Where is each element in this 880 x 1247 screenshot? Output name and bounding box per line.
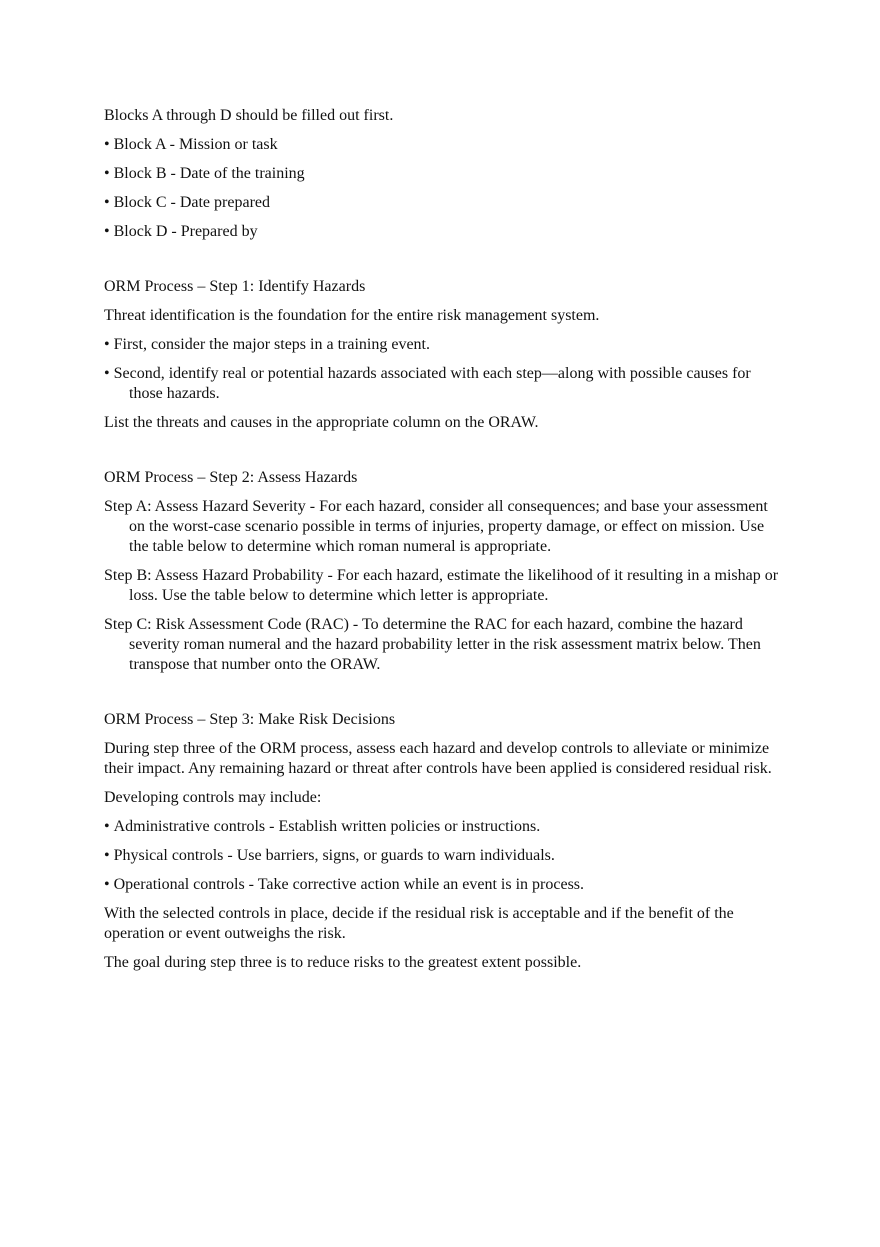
intro-bullet-b: • Block B - Date of the training xyxy=(104,165,305,182)
step2-item-c: Step C: Risk Assessment Code (RAC) - To determine the RAC for each hazard, combine the hazard severity roman numeral and the hazard probability letter in the risk assessment matrix below. Then transpose that number onto the ORAW. xyxy=(104,616,761,673)
intro-heading: Blocks A through D should be filled out first. xyxy=(104,107,394,124)
step2-item-b: Step B: Assess Hazard Probability - For each hazard, estimate the likelihood of it resulting in a mishap or loss. Use the table below to determine which letter is appropriate. xyxy=(104,567,779,604)
step3-bullet-administrative: • Administrative controls - Establish written policies or instructions. xyxy=(104,818,541,835)
step3-goal: The goal during step three is to reduce risks to the greatest extent possible. xyxy=(104,954,582,971)
section-gap xyxy=(104,251,780,277)
intro-bullet-d: • Block D - Prepared by xyxy=(104,223,258,240)
section-gap xyxy=(104,684,780,710)
step1-heading: ORM Process – Step 1: Identify Hazards xyxy=(104,278,366,295)
intro-bullet-c: • Block C - Date prepared xyxy=(104,194,270,211)
step2-heading: ORM Process – Step 2: Assess Hazards xyxy=(104,469,358,486)
step1-bullet-first: • First, consider the major steps in a training event. xyxy=(104,336,430,353)
section-gap xyxy=(104,442,780,468)
step3-bullet-operational: • Operational controls - Take corrective action while an event is in process. xyxy=(104,876,585,893)
document-page xyxy=(104,106,780,982)
step3-decision: With the selected controls in place, decide if the residual risk is acceptable and if the benefit of the operation or event outweighs the risk. xyxy=(104,905,734,942)
step1-intro: Threat identification is the foundation for the entire risk management system. xyxy=(104,307,600,324)
step3-intro: During step three of the ORM process, assess each hazard and develop controls to alleviate or minimize their impact. Any remaining hazard or threat after controls have been applied is considered residual risk. xyxy=(104,740,772,777)
step1-closing: List the threats and causes in the appropriate column on the ORAW. xyxy=(104,414,539,431)
step2-item-a: Step A: Assess Hazard Severity - For each hazard, consider all consequences; and base your assessment on the worst-case scenario possible in terms of injuries, property damage, or effect on mission. Use the table below to determine which roman numeral is appropriate. xyxy=(104,498,768,555)
step3-heading: ORM Process – Step 3: Make Risk Decisions xyxy=(104,711,396,728)
step3-controls-lead: Developing controls may include: xyxy=(104,789,322,806)
step3-bullet-physical: • Physical controls - Use barriers, signs, or guards to warn individuals. xyxy=(104,847,555,864)
intro-bullet-a: • Block A - Mission or task xyxy=(104,136,278,153)
step1-bullet-second: • Second, identify real or potential hazards associated with each step—along with possible causes for those hazards. xyxy=(104,365,751,402)
